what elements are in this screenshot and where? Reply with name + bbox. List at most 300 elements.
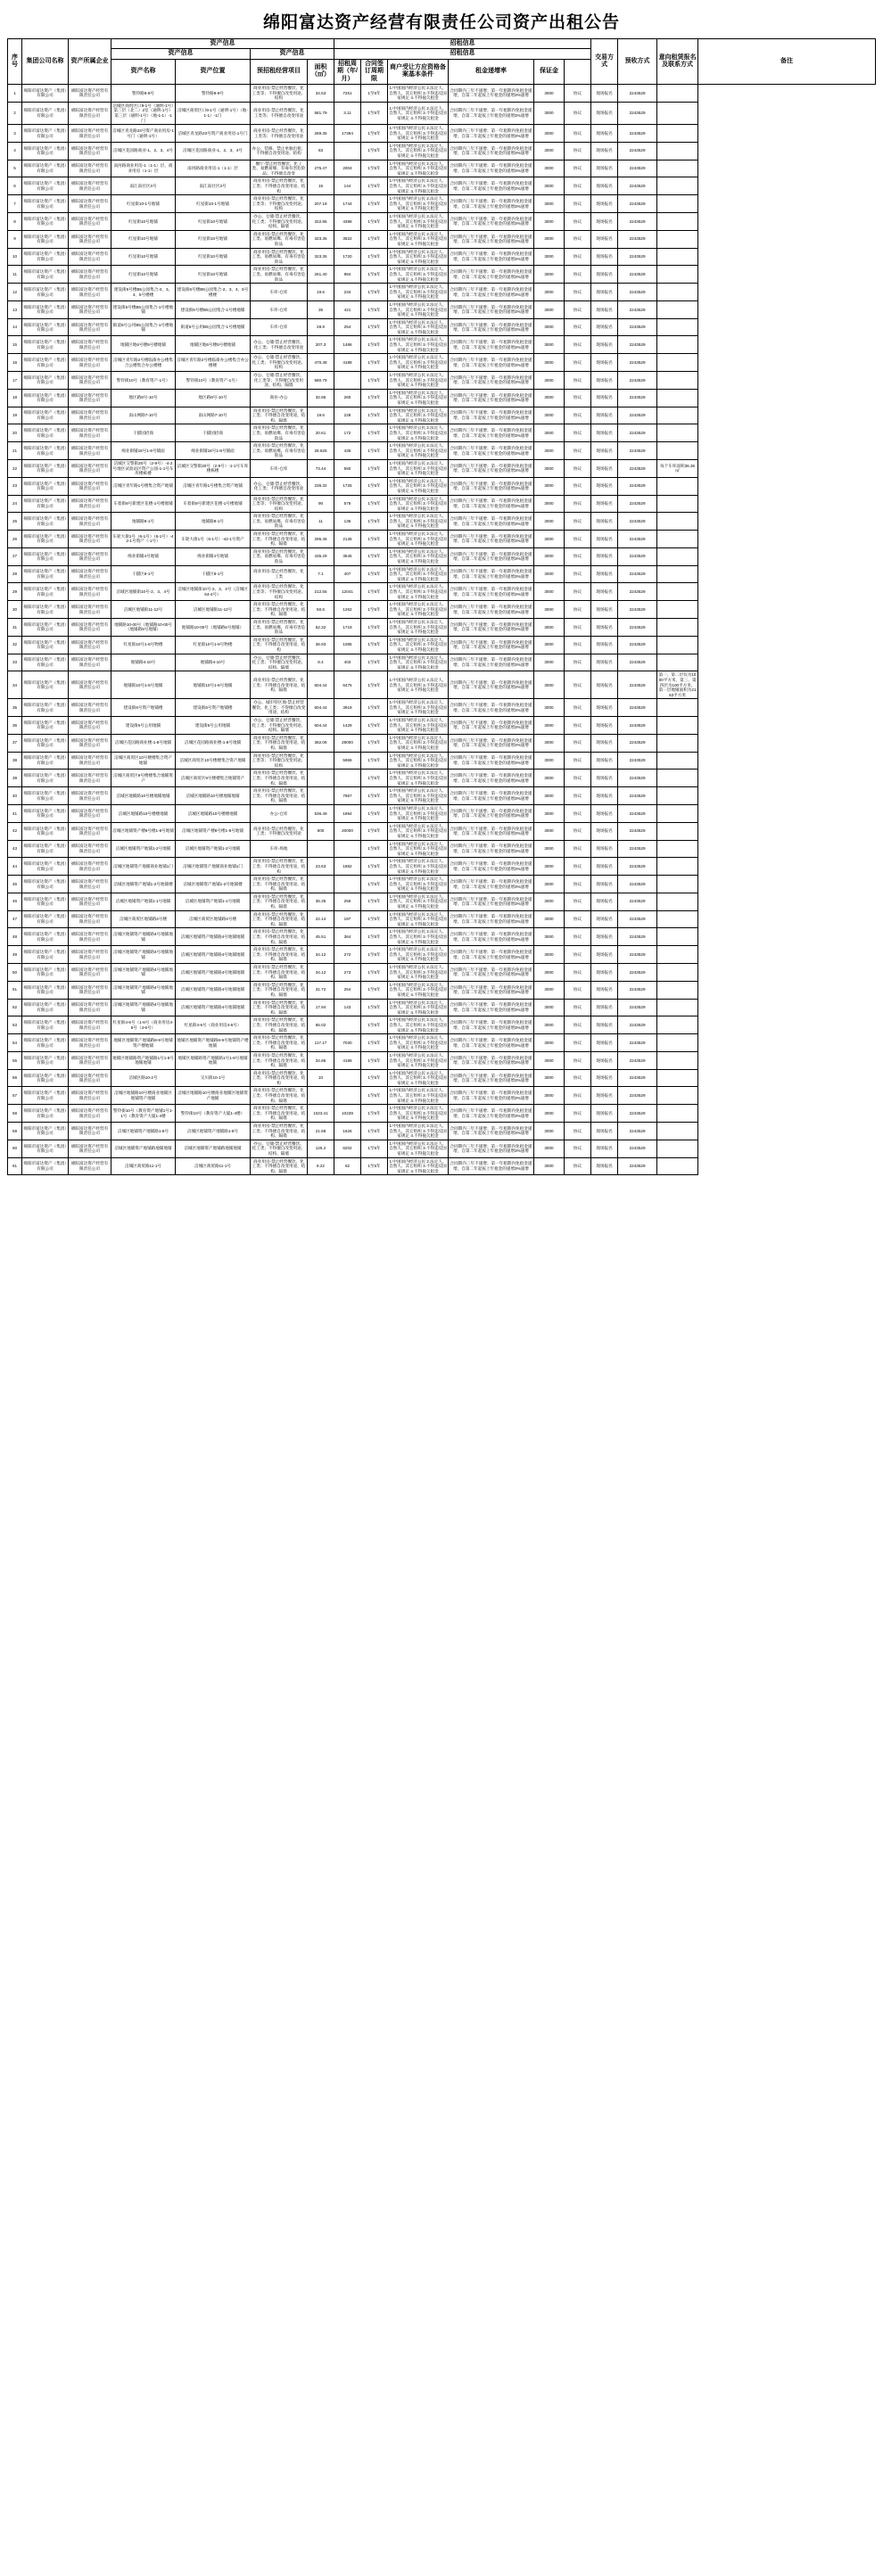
cell-sign-period: 1至5年 — [361, 1016, 388, 1034]
cell-area: 32.85 — [308, 389, 334, 407]
table-row — [8, 213, 876, 231]
header-no: 序号 — [8, 39, 22, 85]
cell-group-company: 绵阳市富达资产（集团）有限公司 — [22, 1157, 69, 1175]
cell-group-company: 绵阳市富达资产（集团）有限公司 — [22, 717, 69, 735]
cell-prepay: 现场报名 — [591, 336, 618, 354]
cell-increase-rate: 合同期内三年不递增；第一年租期内免租金递增，自第二年起按上年租金的递增3%递增 — [449, 1034, 534, 1052]
cell-asset-name: 涪城区地铺资产地铺路4号地铺地铺 — [111, 964, 176, 982]
cell-sign-period: 1至5年 — [361, 407, 388, 424]
cell-contact: 2243529 — [618, 300, 657, 318]
cell-asset-position: 建设街6号楼B5公园集合-2、3、4、5号楼楼 — [176, 284, 251, 301]
table-row — [8, 876, 876, 893]
cell-deposit: 3000 — [534, 213, 565, 231]
cell-sign-period: 1至5年 — [361, 876, 388, 893]
cell-remark — [657, 1016, 698, 1034]
cell-asset-name: 涪城区地铺资产地铺路4号地铺地铺 — [111, 946, 176, 964]
cell-owner-enterprise: 绵阳富达资产经营有限责任公司 — [69, 565, 111, 583]
cell-cycle: 272 — [334, 946, 361, 964]
cell-deposit: 3000 — [534, 513, 565, 531]
cell-sign-period: 1至5年 — [361, 671, 388, 699]
cell-contact: 2243529 — [618, 636, 657, 654]
cell-group-company: 绵阳市富达资产（集团）有限公司 — [22, 964, 69, 982]
cell-qualification: 1.中国国内经济公民 2.法定人、自然人、其它组织 3.不得违反国家规定 4.不得拖欠租金 — [388, 770, 449, 787]
cell-asset-position: 车着街8号新建区花楼-1号楼地铺 — [176, 495, 251, 513]
cell-project: 商业用房-禁止经营餐饮、化工类、易燃易爆、有毒有害危险品 — [251, 513, 308, 531]
cell-project: 办公、仓储-禁止经营餐饮、化工类等；不得擅自改变用途、结构、隔墙 — [251, 372, 308, 390]
cell-project: 商业用房-禁止经营餐饮、化工类；不得擅自改变用途、结构、隔墙 — [251, 734, 308, 752]
cell-trade-mode: 协议 — [565, 84, 591, 102]
cell-asset-position: 涪城区商贸区10号楼楼集合资产地铺 — [176, 752, 251, 770]
cell-prepay: 现场报名 — [591, 531, 618, 548]
cell-increase-rate: 合同期内三年不递增；第一年租期内免租金递增，自第二年起按上年租金的递增3%递增 — [449, 734, 534, 752]
cell-cycle: 6475 — [334, 671, 361, 699]
cell-no: 54 — [8, 1034, 22, 1052]
cell-sign-period: 1至5年 — [361, 1140, 388, 1157]
cell-project: 车库-场地 — [251, 840, 308, 858]
table-row — [8, 177, 876, 195]
cell-asset-name: 车着街8号新建区花楼-1号楼地铺 — [111, 495, 176, 513]
cell-cycle: 1725 — [334, 477, 361, 495]
table-row — [8, 142, 876, 160]
cell-project: 商业用房-禁止经营餐饮、化工类；不得擅自改变用途、结构、隔墙 — [251, 999, 308, 1016]
cell-no: 59 — [8, 1123, 22, 1140]
cell-deposit: 3000 — [534, 671, 565, 699]
cell-increase-rate: 合同期内三年不递增；第一年租期内免租金递增，自第二年起按上年租金的递增3%递增 — [449, 1016, 534, 1034]
cell-cycle: 273 — [334, 964, 361, 982]
cell-remark — [657, 300, 698, 318]
cell-trade-mode: 协议 — [565, 318, 591, 336]
cell-trade-mode: 协议 — [565, 513, 591, 531]
cell-prepay: 现场报名 — [591, 442, 618, 460]
cell-increase-rate: 合同期内三年不递增；第一年租期内免租金递增，自第二年起按上年租金的递增3%递增 — [449, 699, 534, 717]
cell-contact: 2243529 — [618, 336, 657, 354]
cell-increase-rate: 合同期内三年不递增；第一年租期内免租金递增，自第二年起按上年租金的递增3%递增 — [449, 513, 534, 531]
cell-remark — [657, 636, 698, 654]
cell-asset-position: 南山网路7-10号 — [176, 407, 251, 424]
cell-owner-enterprise: 绵阳富达资产经营有限责任公司 — [69, 822, 111, 840]
table-row — [8, 459, 876, 477]
cell-prepay: 现场报名 — [591, 717, 618, 735]
cell-area: 275.47 — [308, 160, 334, 177]
cell-qualification: 1.中国国内经济公民 2.法定人、自然人、其它组织 3.不得违反国家规定 4.不得拖欠租金 — [388, 547, 449, 565]
cell-remark — [657, 910, 698, 928]
cell-qualification: 1.中国国内经济公民 2.法定人、自然人、其它组织 3.不得违反国家规定 4.不得拖欠租金 — [388, 213, 449, 231]
cell-project: 商业用房-禁止经营餐饮、化工类；不得擅自改变用途、结构、隔墙 — [251, 1087, 308, 1105]
cell-sign-period: 1至5年 — [361, 459, 388, 477]
cell-asset-name: 涪城区商贸区10号楼楼集合资产地铺 — [111, 752, 176, 770]
cell-remark — [657, 142, 698, 160]
cell-qualification: 1.中国国内经济公民 2.法定人、自然人、其它组织 3.不得违反国家规定 4.不得拖欠租金 — [388, 1157, 449, 1175]
cell-remark: 第一、第二层仅为1000平方米，第三、第四层为100平方米，第一层地铺面积为2163平方米 — [657, 671, 698, 699]
cell-remark — [657, 1105, 698, 1123]
cell-project: 办公、城市特区地-禁止经营餐饮、化工类；不得擅自改变用途、结构 — [251, 699, 308, 717]
cell-sign-period: 1至5年 — [361, 565, 388, 583]
cell-contact: 2243529 — [618, 565, 657, 583]
cell-area: 207.3 — [308, 336, 334, 354]
cell-no: 37 — [8, 734, 22, 752]
cell-deposit: 3000 — [534, 389, 565, 407]
cell-asset-position: 红星街10号1-6号物楼 — [176, 636, 251, 654]
cell-owner-enterprise: 绵阳富达资产经营有限责任公司 — [69, 407, 111, 424]
cell-cycle: 254 — [334, 318, 361, 336]
cell-asset-position: 建设街6号资产地铺楼 — [176, 699, 251, 717]
cell-qualification: 1.中国国内经济公民 2.法定人、自然人、其它组织 3.不得违反国家规定 4.不得拖欠租金 — [388, 84, 449, 102]
cell-project: 商业用房-禁止经营餐饮、化工类、易燃易爆、有毒有害危险品 — [251, 248, 308, 266]
cell-area: 212.55 — [308, 583, 334, 601]
cell-trade-mode: 协议 — [565, 459, 591, 477]
cell-qualification: 1.中国国内经济公民 2.法定人、自然人、其它组织 3.不得违反国家规定 4.不得拖欠租金 — [388, 787, 449, 805]
cell-asset-position: 涪城区地铺路10号楼商业地铺区地铺资产地铺 — [176, 1087, 251, 1105]
cell-trade-mode: 协议 — [565, 601, 591, 619]
table-row — [8, 1034, 876, 1052]
cell-sign-period: 1至5年 — [361, 699, 388, 717]
cell-trade-mode: 协议 — [565, 1157, 591, 1175]
cell-prepay: 现场报名 — [591, 822, 618, 840]
cell-asset-position: 涪城区地铺资产楼8号楼1-8号地铺 — [176, 822, 251, 840]
cell-increase-rate: 合同期内三年不递增；第一年租期内免租金递增，自第二年起按上年租金的递增3%递增 — [449, 424, 534, 442]
cell-trade-mode: 协议 — [565, 230, 591, 248]
cell-deposit: 3000 — [534, 248, 565, 266]
cell-area: 31.72 — [308, 981, 334, 999]
cell-asset-position: 红星街4-6号（商业用房4-6号） — [176, 1016, 251, 1034]
header-sign-period: 合同签订周期限 — [361, 59, 388, 84]
cell-cycle — [334, 1069, 361, 1087]
cell-area: 295.46 — [308, 531, 334, 548]
cell-deposit: 3000 — [534, 1051, 565, 1069]
cell-project: 商业用房-禁止经营餐饮、化工类等；不得擅自改变用途、结构 — [251, 195, 308, 213]
cell-remark — [657, 424, 698, 442]
cell-owner-enterprise: 绵阳富达资产经营有限责任公司 — [69, 248, 111, 266]
cell-contact: 2243529 — [618, 1069, 657, 1087]
cell-area: 536.49 — [308, 804, 334, 822]
cell-owner-enterprise: 绵阳富达资产经营有限责任公司 — [69, 876, 111, 893]
cell-owner-enterprise: 绵阳富达资产经营有限责任公司 — [69, 177, 111, 195]
cell-area: 36.93 — [308, 636, 334, 654]
cell-prepay: 现场报名 — [591, 354, 618, 372]
cell-area — [308, 876, 334, 893]
cell-increase-rate: 合同期内三年不递增；第一年租期内免租金递增，自第二年起按上年租金的递增3%递增 — [449, 300, 534, 318]
cell-deposit: 3000 — [534, 354, 565, 372]
cell-remark — [657, 318, 698, 336]
cell-deposit: 3000 — [534, 1123, 565, 1140]
cell-deposit: 3000 — [534, 752, 565, 770]
cell-owner-enterprise: 绵阳富达资产经营有限责任公司 — [69, 266, 111, 284]
cell-asset-position: 车轮大街1号（6-1号）-42-1号资产 — [176, 531, 251, 548]
cell-project: 商业用房-禁止经营餐饮、化工类等；不得擅自改变用途、结构 — [251, 752, 308, 770]
cell-trade-mode: 协议 — [565, 699, 591, 717]
table-row — [8, 752, 876, 770]
cell-contact: 2243529 — [618, 318, 657, 336]
cell-group-company: 绵阳市富达资产（集团）有限公司 — [22, 1087, 69, 1105]
cell-trade-mode: 协议 — [565, 858, 591, 876]
cell-qualification: 1.中国国内经济公民 2.法定人、自然人、其它组织 3.不得违反国家规定 4.不得拖欠租金 — [388, 284, 449, 301]
cell-project: 商业用房-禁止经营餐饮、化工类；不得擅自改变用途、结构、隔墙 — [251, 787, 308, 805]
cell-area: 65.02 — [308, 1016, 334, 1034]
cell-cycle — [334, 876, 361, 893]
cell-sign-period: 1至5年 — [361, 318, 388, 336]
cell-contact: 2243529 — [618, 477, 657, 495]
cell-asset-name: 绵业街铺18号1-8号铺面 — [111, 442, 176, 460]
cell-asset-name: 车轮大街1号（6-1号）（6-1号）-42-1号资产（-1号） — [111, 531, 176, 548]
table-row — [8, 787, 876, 805]
cell-qualification: 1.中国国内经济公民 2.法定人、自然人、其它组织 3.不得违反国家规定 4.不得拖欠租金 — [388, 671, 449, 699]
cell-increase-rate: 合同期内三年不递增；第一年租期内免租金递增，自第二年起按上年租金的递增3%递增 — [449, 1123, 534, 1140]
cell-no: 42 — [8, 822, 22, 840]
cell-sign-period: 1至5年 — [361, 389, 388, 407]
cell-asset-position: 涪城区青年路1号楼集合资产地铺 — [176, 477, 251, 495]
cell-deposit: 3000 — [534, 531, 565, 548]
cell-qualification: 1.中国国内经济公民 2.法定人、自然人、其它组织 3.不得违反国家规定 4.不得拖欠租金 — [388, 752, 449, 770]
table-row — [8, 1157, 876, 1175]
cell-prepay: 现场报名 — [591, 770, 618, 787]
cell-asset-name: 建设街6号公用地铺 — [111, 717, 176, 735]
cell-project: 商业用房-禁止经营餐饮、化工类；不得擅自改变用途、结构、隔墙 — [251, 893, 308, 910]
cell-prepay: 现场报名 — [591, 654, 618, 671]
cell-no: 25 — [8, 513, 22, 531]
cell-prepay: 现场报名 — [591, 752, 618, 770]
cell-asset-name: 涪城区商贸路11-1号 — [111, 1157, 176, 1175]
cell-no: 16 — [8, 354, 22, 372]
cell-remark — [657, 770, 698, 787]
cell-asset-position: 涪城区地铺资产地铺1-2号地铺楼 — [176, 876, 251, 893]
cell-qualification: 1.中国国内经济公民 2.法定人、自然人、其它组织 3.不得违反国家规定 4.不得拖欠租金 — [388, 1105, 449, 1123]
cell-area: 34.53 — [308, 84, 334, 102]
header-asset-name: 资产名称 — [111, 59, 176, 84]
cell-cycle: 4188 — [334, 354, 361, 372]
cell-asset-name: 建设街6号楼B5公园集合-1号楼地铺 — [111, 300, 176, 318]
cell-deposit: 3000 — [534, 230, 565, 248]
cell-sign-period: 1至5年 — [361, 547, 388, 565]
cell-trade-mode: 协议 — [565, 583, 591, 601]
cell-remark — [657, 946, 698, 964]
cell-project: 车库-仓库 — [251, 284, 308, 301]
cell-remark — [657, 248, 698, 266]
cell-group-company: 绵阳市富达资产（集团）有限公司 — [22, 125, 69, 143]
cell-contact: 2243529 — [618, 583, 657, 601]
cell-sign-period: 1至5年 — [361, 230, 388, 248]
table-row — [8, 160, 876, 177]
cell-increase-rate: 合同期内三年不递增；第一年租期内免租金递增，自第二年起按上年租金的递增3%递增 — [449, 1105, 534, 1123]
cell-asset-position: 地铺区地6号楼5号楼地铺 — [176, 336, 251, 354]
cell-contact: 2243529 — [618, 946, 657, 964]
cell-project: 办公、仓储-禁止经营餐饮、化工类；不得擅自改变用途、结构、隔墙 — [251, 213, 308, 231]
cell-no: 51 — [8, 981, 22, 999]
cell-trade-mode: 协议 — [565, 964, 591, 982]
cell-cycle: 1894 — [334, 804, 361, 822]
cell-increase-rate: 合同期内三年不递增；第一年租期内免租金递增，自第二年起按上年租金的递增3%递增 — [449, 770, 534, 787]
cell-contact: 2243529 — [618, 964, 657, 982]
cell-project: 商业用房-禁止经营餐饮、化工类；不得擅自改变用途、结构、隔墙 — [251, 981, 308, 999]
cell-asset-name: 涪城区地铺资产地铺1-2号地铺 — [111, 840, 176, 858]
table-row — [8, 804, 876, 822]
cell-group-company: 绵阳市富达资产（集团）有限公司 — [22, 583, 69, 601]
cell-area: 45.51 — [308, 928, 334, 946]
cell-prepay: 现场报名 — [591, 893, 618, 910]
cell-project: 商业用房-禁止经营餐饮、化工类；不得擅自改变用途、结构、隔墙 — [251, 1051, 308, 1069]
cell-sign-period: 1至5年 — [361, 442, 388, 460]
cell-project: 办公、仓储-禁止经营餐饮、化工类；不得擅自改变用途、结构、隔墙 — [251, 717, 308, 735]
cell-asset-name: 涪城区青年路2号楼临街办公楼集合公楼集合办公楼楼 — [111, 354, 176, 372]
cell-asset-name: 地铺路8-1号 — [111, 513, 176, 531]
header-group-company: 集团公司名称 — [22, 39, 69, 85]
cell-no: 44 — [8, 858, 22, 876]
cell-deposit: 3000 — [534, 964, 565, 982]
cell-group-company: 绵阳市富达资产（集团）有限公司 — [22, 102, 69, 124]
cell-asset-name: 干猫区8-1号 — [111, 565, 176, 583]
cell-cycle: 5966 — [334, 752, 361, 770]
cell-asset-position: 地铺路10-00号（地铺路5号地铺） — [176, 618, 251, 636]
cell-no: 34 — [8, 671, 22, 699]
cell-sign-period: 1至5年 — [361, 1069, 388, 1087]
cell-remark — [657, 354, 698, 372]
cell-increase-rate: 合同期内三年不递增；第一年租期内免租金递增，自第二年起按上年租金的递增3%递增 — [449, 477, 534, 495]
cell-contact: 2243529 — [618, 125, 657, 143]
cell-prepay: 现场报名 — [591, 372, 618, 390]
cell-prepay: 现场报名 — [591, 300, 618, 318]
cell-asset-position: 红星街10号地铺 — [176, 248, 251, 266]
cell-deposit: 3000 — [534, 1016, 565, 1034]
cell-increase-rate: 合同期内三年不递增；第一年租期内免租金递增，自第二年起按上年租金的递增3%递增 — [449, 910, 534, 928]
cell-remark — [657, 102, 698, 124]
cell-remark — [657, 477, 698, 495]
cell-prepay: 现场报名 — [591, 389, 618, 407]
cell-no: 46 — [8, 893, 22, 910]
table-row — [8, 389, 876, 407]
cell-cycle: 144 — [334, 177, 361, 195]
cell-sign-period: 1至5年 — [361, 248, 388, 266]
cell-no: 50 — [8, 964, 22, 982]
cell-deposit: 3000 — [534, 840, 565, 858]
cell-qualification: 1.中国国内经济公民 2.法定人、自然人、其它组织 3.不得违反国家规定 4.不得拖欠租金 — [388, 459, 449, 477]
cell-area: 382.06 — [308, 734, 334, 752]
cell-prepay: 现场报名 — [591, 601, 618, 619]
cell-increase-rate: 合同期内三年不递增；第一年租期内免租金递增，自第二年起按上年租金的递增3%递增 — [449, 84, 534, 102]
table-row — [8, 770, 876, 787]
cell-asset-name: 涪城区地铺资产地铺路1-8号 — [111, 1123, 176, 1140]
cell-remark — [657, 858, 698, 876]
cell-trade-mode: 协议 — [565, 160, 591, 177]
cell-owner-enterprise: 绵阳富达资产经营有限责任公司 — [69, 300, 111, 318]
cell-owner-enterprise: 绵阳富达资产经营有限责任公司 — [69, 547, 111, 565]
cell-sign-period: 1至5年 — [361, 495, 388, 513]
cell-no: 43 — [8, 840, 22, 858]
cell-cycle: 20000 — [334, 822, 361, 840]
cell-no: 38 — [8, 752, 22, 770]
cell-asset-name: 红星街10号地铺 — [111, 230, 176, 248]
cell-remark — [657, 531, 698, 548]
cell-area: 604.44 — [308, 717, 334, 735]
cell-group-company: 绵阳市富达资产（集团）有限公司 — [22, 407, 69, 424]
cell-increase-rate: 合同期内三年不递增；第一年租期内免租金递增，自第二年起按上年租金的递增3%递增 — [449, 636, 534, 654]
cell-prepay: 现场报名 — [591, 495, 618, 513]
cell-remark — [657, 1157, 698, 1175]
cell-remark — [657, 389, 698, 407]
cell-deposit: 3000 — [534, 565, 565, 583]
cell-trade-mode: 协议 — [565, 910, 591, 928]
cell-project: 商业用房-禁止经营餐饮、化工类；不得擅自改变用途、结构、隔墙 — [251, 964, 308, 982]
cell-area: 581.79 — [308, 102, 334, 124]
cell-trade-mode: 协议 — [565, 876, 591, 893]
cell-no: 29 — [8, 583, 22, 601]
cell-no: 61 — [8, 1157, 22, 1175]
table-row — [8, 266, 876, 284]
cell-group-company: 绵阳市富达资产（集团）有限公司 — [22, 876, 69, 893]
cell-asset-position: 涪城区青年路2号楼临街办公楼集合办公楼楼 — [176, 354, 251, 372]
cell-prepay: 现场报名 — [591, 1016, 618, 1034]
cell-contact: 2243529 — [618, 266, 657, 284]
cell-trade-mode: 协议 — [565, 565, 591, 583]
table-row — [8, 336, 876, 354]
cell-group-company: 绵阳市富达资产（集团）有限公司 — [22, 513, 69, 531]
cell-area — [308, 1087, 334, 1105]
cell-remark — [657, 284, 698, 301]
cell-contact: 2243529 — [618, 804, 657, 822]
cell-owner-enterprise: 绵阳富达资产经营有限责任公司 — [69, 1140, 111, 1157]
cell-group-company: 绵阳市富达资产（集团）有限公司 — [22, 477, 69, 495]
cell-owner-enterprise: 绵阳富达资产经营有限责任公司 — [69, 1157, 111, 1175]
cell-owner-enterprise: 绵阳富达资产经营有限责任公司 — [69, 840, 111, 858]
cell-area: 28.9 — [308, 318, 334, 336]
cell-prepay: 现场报名 — [591, 1123, 618, 1140]
cell-asset-name: 警铃街10号（教育资产-1号） — [111, 372, 176, 390]
cell-prepay: 现场报名 — [591, 1157, 618, 1175]
table-row — [8, 495, 876, 513]
cell-sign-period: 1至5年 — [361, 840, 388, 858]
cell-asset-name: 涪城区地铺资产地铺1-1号地铺 — [111, 893, 176, 910]
cell-trade-mode: 协议 — [565, 822, 591, 840]
header-rental-info: 招租信息 — [334, 39, 591, 49]
cell-deposit: 3000 — [534, 1105, 565, 1123]
cell-group-company: 绵阳市富达资产（集团）有限公司 — [22, 213, 69, 231]
cell-group-company: 绵阳市富达资产（集团）有限公司 — [22, 910, 69, 928]
cell-cycle: 17394 — [334, 125, 361, 143]
cell-trade-mode: 协议 — [565, 102, 591, 124]
cell-deposit: 3000 — [534, 876, 565, 893]
cell-remark — [657, 160, 698, 177]
cell-contact: 2243529 — [618, 354, 657, 372]
cell-trade-mode: 协议 — [565, 787, 591, 805]
cell-sign-period: 1至5年 — [361, 804, 388, 822]
cell-no: 41 — [8, 804, 22, 822]
cell-increase-rate: 合同期内三年不递增；第一年租期内免租金递增，自第二年起按上年租金的递增3%递增 — [449, 583, 534, 601]
cell-area — [308, 752, 334, 770]
cell-increase-rate: 合同期内三年不递增；第一年租期内免租金递增，自第二年起按上年租金的递增3%递增 — [449, 266, 534, 284]
cell-no: 60 — [8, 1140, 22, 1157]
cell-contact: 2243529 — [618, 699, 657, 717]
cell-area: 73.44 — [308, 459, 334, 477]
cell-contact: 2243529 — [618, 142, 657, 160]
cell-cycle: 364 — [334, 928, 361, 946]
cell-asset-name: 涪城区地铺路10号楼楼地铺 — [111, 804, 176, 822]
cell-owner-enterprise: 绵阳富达资产经营有限责任公司 — [69, 734, 111, 752]
cell-project: 商业用房-禁止经营餐饮、化工类；不得擅自改变用途、结构、隔墙 — [251, 671, 308, 699]
cell-qualification: 1.中国国内经济公民 2.法定人、自然人、其它组织 3.不得违反国家规定 4.不得拖欠租金 — [388, 840, 449, 858]
cell-area: 11 — [308, 513, 334, 531]
cell-deposit: 3000 — [534, 858, 565, 876]
cell-increase-rate: 合同期内三年不递增；第一年租期内免租金递增，自第二年起按上年租金的递增3%递增 — [449, 442, 534, 460]
cell-remark — [657, 1034, 698, 1052]
cell-contact: 2243529 — [618, 717, 657, 735]
cell-contact: 2243529 — [618, 495, 657, 513]
cell-asset-name: 建设街6号资产地铺楼 — [111, 699, 176, 717]
cell-qualification: 1.中国国内经济公民 2.法定人、自然人、其它组织 3.不得违反国家规定 4.不得拖欠租金 — [388, 372, 449, 390]
cell-area: 261.40 — [308, 266, 334, 284]
cell-qualification: 1.中国国内经济公民 2.法定人、自然人、其它组织 3.不得违反国家规定 4.不得拖欠租金 — [388, 531, 449, 548]
cell-asset-position: 绵业街铺4号地铺 — [176, 547, 251, 565]
cell-area: 470.48 — [308, 354, 334, 372]
cell-prepay: 现场报名 — [591, 671, 618, 699]
cell-asset-position: 地铺区地铺路资产地铺路1号1-8号地铺地铺 — [176, 1051, 251, 1069]
